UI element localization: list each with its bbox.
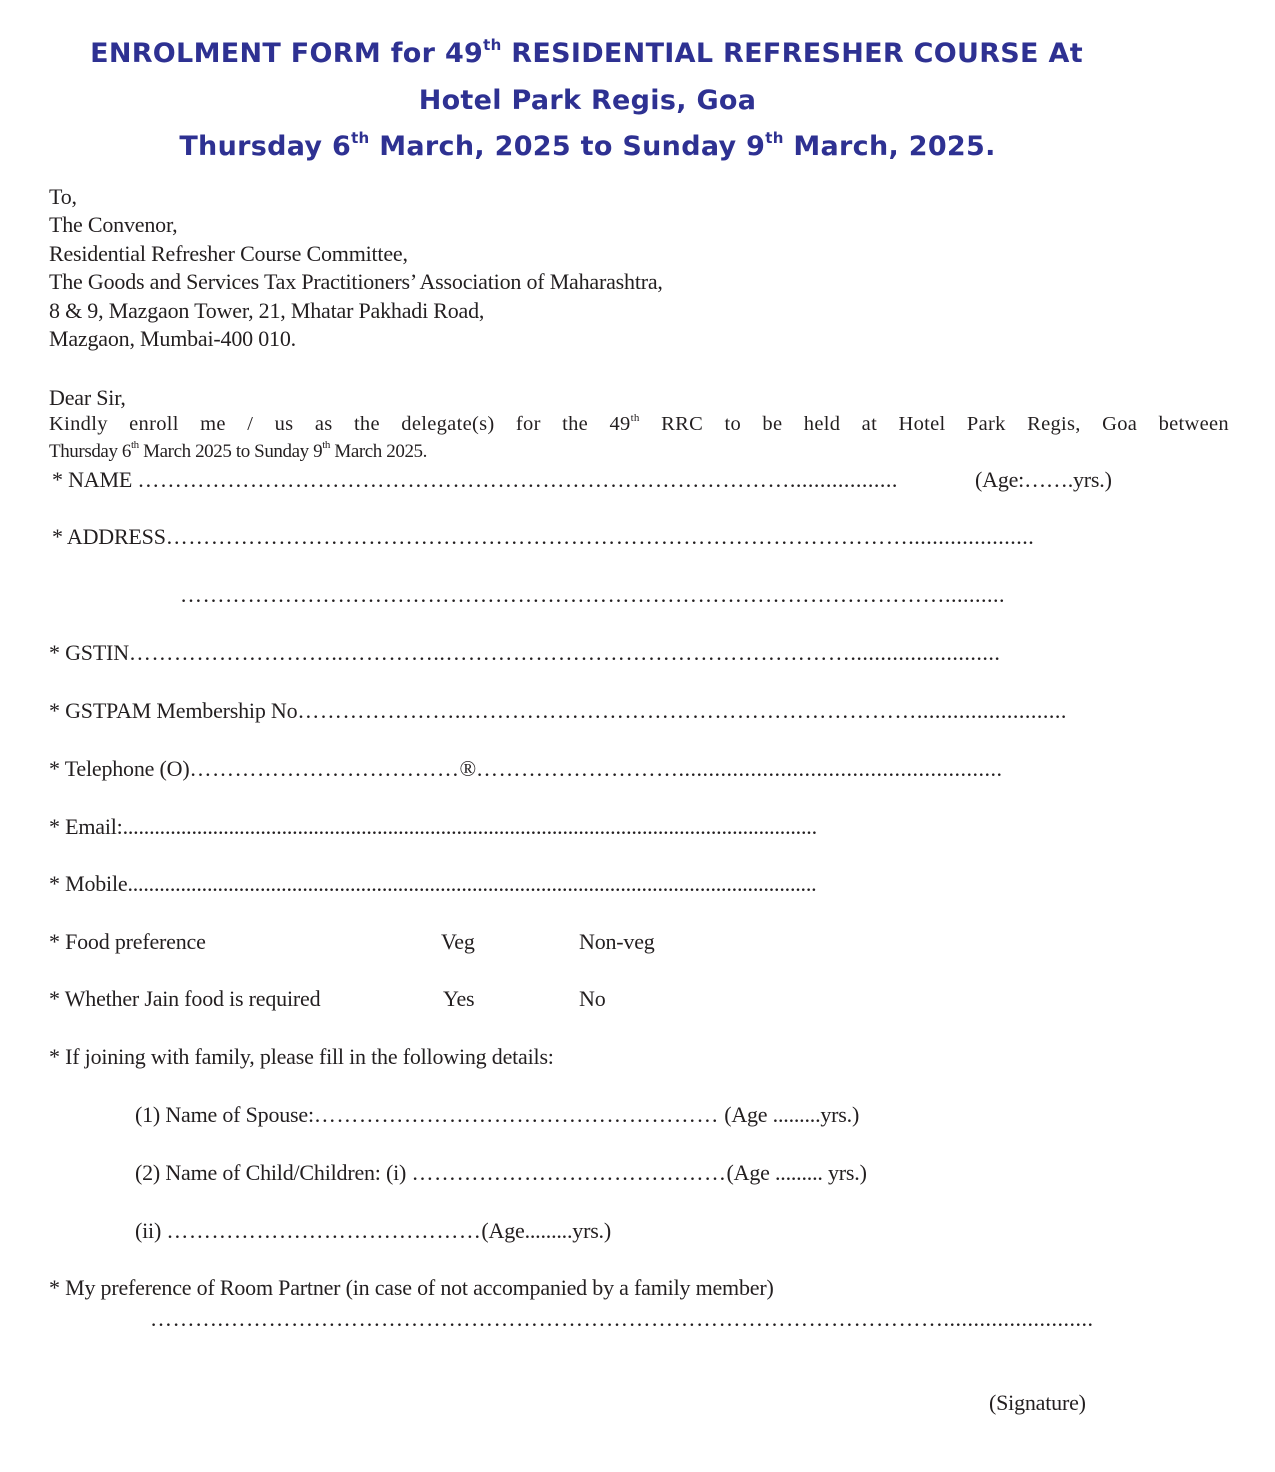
form-title	[0, 38, 1224, 69]
gstin-label: * GSTIN	[49, 640, 129, 665]
letter-body	[49, 413, 1229, 436]
child1-name-field[interactable]: ……………………………………	[411, 1160, 727, 1185]
child-label: (2) Name of Child/Children: (i)	[135, 1160, 412, 1185]
address-line: Residential Refresher Course Committee,	[49, 241, 408, 266]
membership-field[interactable]: …………………..…………………………………………………….........................	[297, 698, 1067, 723]
food-option-nonveg[interactable]: Non-veg	[579, 929, 655, 954]
letter-body-2	[49, 441, 427, 463]
jain-option-no[interactable]: No	[579, 986, 606, 1011]
gstin-field[interactable]: ………………………..…………..……………………………………………….........................	[128, 640, 1001, 665]
dates-sup: th	[765, 129, 784, 147]
letter-text: March 2025.	[329, 441, 428, 462]
jain-option-yes[interactable]: Yes	[443, 986, 475, 1011]
gstin-row	[49, 640, 1000, 666]
telephone-office-field[interactable]: ………………………………	[189, 756, 460, 781]
food-preference-label: * Food preference	[49, 929, 206, 954]
salutation: Dear Sir,	[49, 385, 126, 410]
letter-text: Kindly enroll me / us as the delegate(s) for the 49	[49, 413, 631, 435]
dates-text: Thursday 6	[179, 131, 352, 162]
spouse-name-field[interactable]: ………………………………………………	[313, 1102, 719, 1127]
address-line: 8 & 9, Mazgaon Tower, 21, Mhatar Pakhadi Road,	[49, 298, 485, 323]
email-field[interactable]: ...................................................................................................................................	[122, 814, 817, 839]
family-intro: * If joining with family, please fill in the following details:	[49, 1044, 554, 1069]
address-line: To,	[49, 184, 77, 209]
email-row	[49, 814, 817, 840]
mobile-label: * Mobile	[49, 871, 128, 896]
address-line: The Convenor,	[49, 212, 178, 237]
address-label: * ADDRESS	[52, 524, 166, 549]
child1-age-field[interactable]: (Age ......... yrs.)	[726, 1160, 867, 1185]
dates-text: March, 2025 to Sunday 9	[369, 131, 766, 162]
address-field-line-2[interactable]: …………………………………………………………………………………………..........	[180, 582, 1005, 607]
spouse-age-field[interactable]: (Age .........yrs.)	[718, 1102, 860, 1127]
address-field[interactable]: ……………………………………………………………………………………….....................	[165, 524, 1035, 549]
telephone-label: * Telephone (O)	[49, 756, 190, 781]
telephone-residence-field[interactable]: ………………………......................................................	[475, 756, 1003, 781]
membership-label: * GSTPAM Membership No	[49, 698, 298, 723]
child-row	[135, 1160, 867, 1186]
room-partner-label: * My preference of Room Partner (in case of not accompanied by a family member)	[49, 1275, 774, 1300]
title-text: ENROLMENT FORM for 49	[90, 38, 484, 69]
child2-name-field[interactable]: ……………………………………	[166, 1218, 482, 1243]
name-row	[52, 467, 898, 493]
food-option-veg[interactable]: Veg	[441, 929, 475, 954]
address-line: The Goods and Services Tax Practitioners’ Association of Maharashtra,	[49, 269, 663, 294]
title-text-cont: RESIDENTIAL REFRESHER COURSE At	[501, 38, 1083, 69]
letter-sup: th	[630, 412, 640, 424]
letter-sup: th	[322, 439, 330, 451]
dates-title	[0, 131, 1225, 162]
spouse-row	[135, 1102, 859, 1128]
title-superscript: th	[483, 36, 502, 54]
address-row	[52, 524, 1034, 550]
letter-text: Thursday 6	[49, 441, 132, 462]
mobile-row	[49, 871, 816, 897]
signature-label: (Signature)	[989, 1390, 1086, 1415]
dates-text: March, 2025.	[783, 131, 996, 162]
venue-title: Hotel Park Regis, Goa	[418, 85, 757, 116]
child2-age-field[interactable]: (Age.........yrs.)	[481, 1218, 611, 1243]
email-label: * Email:	[49, 814, 123, 839]
letter-sup: th	[131, 439, 139, 451]
room-partner-field[interactable]: ……….…………………………………………………………………………………….........................	[150, 1306, 1094, 1331]
child2-row	[135, 1218, 611, 1244]
dates-sup: th	[351, 129, 370, 147]
address-line: Mazgaon, Mumbai-400 010.	[49, 326, 296, 351]
letter-text: RRC to be held at Hotel Park Regis, Goa between	[639, 413, 1229, 435]
telephone-row	[49, 756, 1002, 782]
age-field[interactable]: (Age:…….yrs.)	[975, 467, 1112, 492]
spouse-label: (1) Name of Spouse:	[135, 1102, 314, 1127]
mobile-field[interactable]: ..................................................................................................................................	[127, 871, 817, 896]
child2-label: (ii)	[135, 1218, 167, 1243]
residence-label: ®	[459, 756, 476, 781]
name-field[interactable]: ……………………………………………………………………………..................	[137, 467, 898, 492]
name-label: * NAME	[52, 467, 133, 492]
jain-food-label: * Whether Jain food is required	[49, 986, 321, 1011]
membership-row	[49, 698, 1067, 724]
letter-text: March 2025 to Sunday 9	[138, 441, 323, 462]
